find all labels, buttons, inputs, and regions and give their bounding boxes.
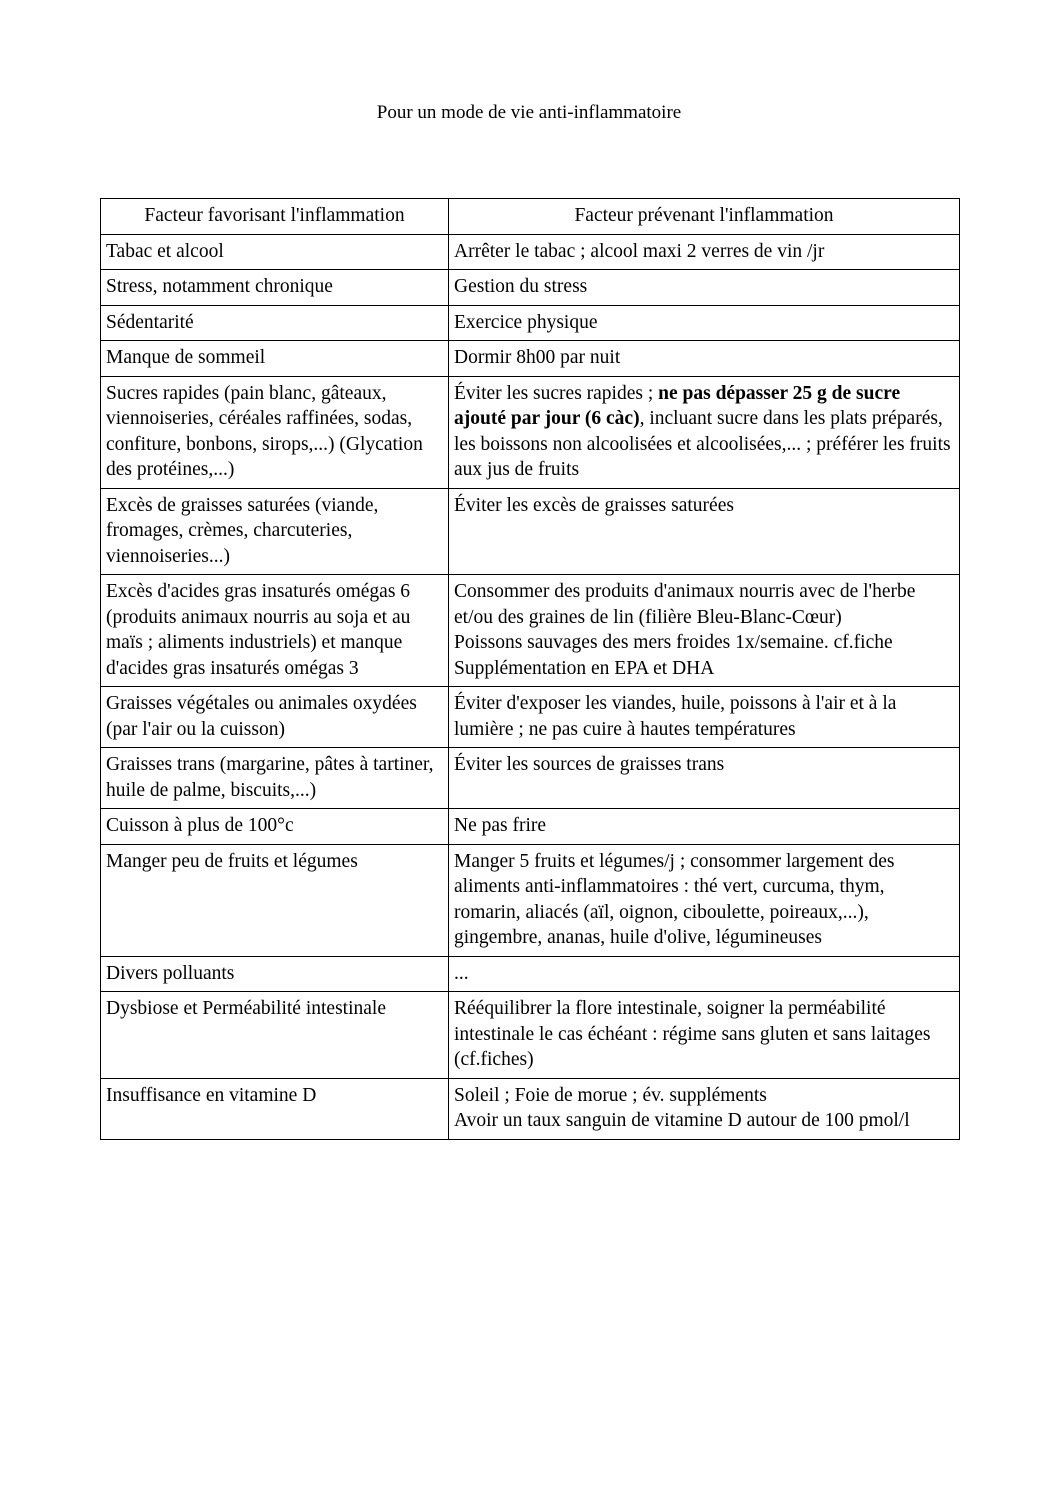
factor-cell: [101, 956, 449, 992]
table-row: [101, 956, 960, 992]
cell-line: Poissons sauvages des mers froides 1x/semaine. cf.fiche: [454, 632, 893, 653]
prevention-cell: [449, 575, 960, 687]
cell-line: Insuffisance en vitamine D: [106, 1084, 317, 1106]
prevention-cell: [449, 956, 960, 992]
factor-cell: [101, 809, 449, 845]
cell-line: Sédentarité: [106, 311, 194, 333]
cell-line: Avoir un taux sanguin de vitamine D autour de 100 pmol/l: [454, 1110, 910, 1131]
cell-line: Excès de graisses saturées (viande, fromages, crèmes, charcuteries, viennoiseries...): [106, 494, 379, 567]
cell-line: Graisses végétales ou animales oxydées (par l'air ou la cuisson): [106, 693, 417, 740]
factor-cell: [101, 488, 449, 575]
cell-line: Manger 5 fruits et légumes/j ; consommer largement des aliments anti-inflammatoires : thé vert, curcuma, thym, romarin, aliacés (aïl, oignon, ciboulette, poireaux,...), gingembre, ananas, huile d'olive, légumineuses: [454, 850, 895, 948]
cell-line: Éviter les sources de graisses trans: [454, 754, 725, 775]
table-row: [101, 234, 960, 270]
cell-line: Divers polluants: [106, 962, 235, 984]
cell-line: Rééquilibrer la flore intestinale, soigner la perméabilité intestinale le cas échéant : régime sans gluten et sans laitages (cf.fiches): [454, 998, 931, 1070]
table-row: [101, 992, 960, 1079]
factor-cell: [101, 844, 449, 956]
factor-cell: [101, 575, 449, 687]
cell-line: Manger peu de fruits et légumes: [106, 850, 358, 872]
factor-cell: [101, 748, 449, 809]
prevention-cell: [449, 341, 960, 377]
cell-line: Excès d'acides gras insaturés omégas 6 (produits animaux nourris au soja et au maïs ; aliments industriels) et manque d'acides gras insaturés omégas 3: [106, 581, 411, 679]
cell-line: Supplémentation en EPA et DHA: [454, 657, 715, 679]
table-row: [101, 1078, 960, 1139]
prevention-cell: [449, 1078, 960, 1139]
cell-line: Exercice physique: [454, 311, 598, 333]
factor-cell: [101, 376, 449, 488]
cell-text-after: , incluant sucre dans les plats préparés, les boissons non alcoolisées et alcoolisées,... ; préférer les fruits aux jus de fruits: [454, 408, 951, 480]
factor-cell: [101, 234, 449, 270]
table-row: [101, 687, 960, 748]
cell-line: Graisses trans (margarine, pâtes à tartiner, huile de palme, biscuits,...): [106, 754, 434, 801]
table-row: [101, 748, 960, 809]
prevention-cell: [449, 992, 960, 1079]
table-row: [101, 809, 960, 845]
cell-line: ...: [454, 962, 469, 984]
prevention-cell: [449, 270, 960, 306]
cell-line: Cuisson à plus de 100°c: [106, 815, 294, 836]
table-row: [101, 844, 960, 956]
cell-line: Sucres rapides (pain blanc, gâteaux, viennoiseries, céréales raffinées, sodas, confiture, bonbons, sirops,...) (Glycation des protéines,...): [106, 382, 423, 480]
cell-line: Ne pas frire: [454, 815, 547, 836]
page-title: Pour un mode de vie anti-inflammatoire: [376, 102, 682, 123]
cell-line: Éviter d'exposer les viandes, huile, poissons à l'air et à la lumière ; ne pas cuire à hautes températures: [454, 693, 897, 740]
cell-line: Gestion du stress: [454, 276, 588, 297]
table-row: [101, 376, 960, 488]
factor-cell: [101, 305, 449, 341]
prevention-cell: [449, 809, 960, 845]
prevention-cell: [449, 376, 960, 488]
cell-line: Manque de sommeil: [106, 347, 266, 368]
table-row: [101, 305, 960, 341]
inflammation-factors-table: [100, 198, 960, 1140]
prevention-cell: [449, 488, 960, 575]
table-row: [101, 341, 960, 377]
cell-line: Dormir 8h00 par nuit: [454, 347, 621, 368]
factor-cell: [101, 687, 449, 748]
prevention-cell: [449, 748, 960, 809]
prevention-cell: [449, 305, 960, 341]
factor-cell: [101, 341, 449, 377]
cell-line: Tabac et alcool: [106, 240, 224, 262]
prevention-cell: [449, 844, 960, 956]
prevention-cell: [449, 687, 960, 748]
factor-cell: [101, 1078, 449, 1139]
cell-line: Arrêter le tabac ; alcool maxi 2 verres de vin /jr: [454, 240, 825, 262]
factor-cell: [101, 270, 449, 306]
table-header-row: [101, 199, 960, 235]
factor-cell: [101, 992, 449, 1079]
cell-line: Consommer des produits d'animaux nourris avec de l'herbe et/ou des graines de lin (filière Bleu-Blanc-Cœur): [454, 581, 916, 628]
cell-text-before: Éviter les sucres rapides ;: [454, 382, 659, 404]
table-row: [101, 488, 960, 575]
cell-text-bold: ne pas dépasser 25 g de sucre ajouté par jour (6 càc): [454, 382, 901, 429]
table-row: [101, 575, 960, 687]
table-row: [101, 270, 960, 306]
header-favoring-factor: Facteur favorisant l'inflammation: [101, 199, 449, 235]
cell-line: Dysbiose et Perméabilité intestinale: [106, 998, 386, 1019]
header-preventing-factor: Facteur prévenant l'inflammation: [449, 199, 960, 235]
cell-line: Stress, notamment chronique: [106, 276, 333, 297]
cell-line: Soleil ; Foie de morue ; év. suppléments: [454, 1084, 767, 1106]
prevention-cell: [449, 234, 960, 270]
cell-line: Éviter les excès de graisses saturées: [454, 494, 734, 516]
